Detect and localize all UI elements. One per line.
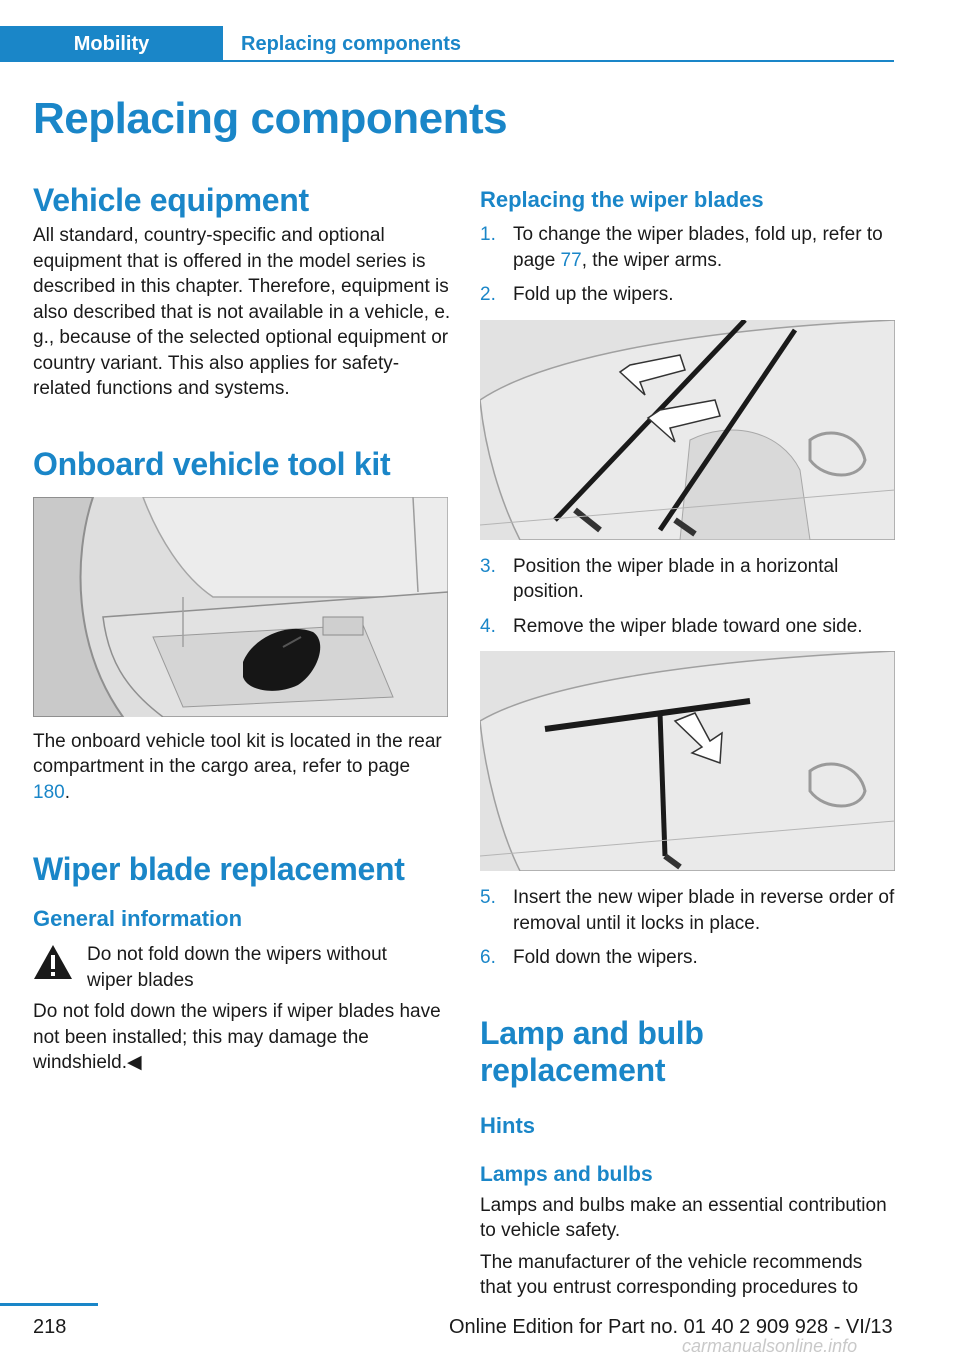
list-item bbox=[480, 885, 895, 936]
windshield-wipers-up-illustration bbox=[480, 320, 895, 540]
steps-list-a bbox=[480, 222, 895, 308]
watermark: carmanualsonline.info bbox=[682, 1336, 858, 1356]
heading-lamp-replacement: Lamp and bulb replacement bbox=[480, 1014, 704, 1088]
warning-block bbox=[33, 942, 448, 993]
warning-text: Do not fold down the wipers if wiper blades have not been installed; this may damage the windshield.◀ bbox=[33, 1001, 441, 1073]
page-link-77[interactable]: 77 bbox=[560, 249, 582, 271]
step-number: 2. bbox=[480, 284, 496, 305]
left-column bbox=[33, 182, 451, 1076]
chapter-tab[interactable]: Replacing components bbox=[241, 32, 462, 55]
list-item bbox=[480, 282, 895, 308]
step-number: 4. bbox=[480, 615, 496, 637]
heading-hints: Hints bbox=[480, 1112, 535, 1138]
header-divider bbox=[223, 60, 894, 62]
steps-list-c bbox=[480, 885, 895, 971]
right-column bbox=[480, 182, 895, 1301]
section-tab[interactable]: Mobility bbox=[0, 26, 223, 62]
lamps-text-1: Lamps and bulbs make an essential contribution to vehicle safety. bbox=[480, 1194, 887, 1241]
vehicle-equipment-text: All standard, country-specific and optional equipment that is offered in the model series is described in this chapter. Therefore, equipment is also described that is not available in a vehicle, e. g., because of the selected optional equipment or country variant. This also applies for safety-related functions and systems. bbox=[33, 225, 451, 399]
heading-lamps-and-bulbs: Lamps and bulbs bbox=[480, 1162, 653, 1186]
step-text: Remove the wiper blade toward one side. bbox=[513, 615, 863, 637]
warning-triangle-icon bbox=[33, 944, 73, 980]
heading-vehicle-equipment: Vehicle equipment bbox=[33, 182, 309, 218]
list-item bbox=[480, 222, 895, 273]
step-number: 1. bbox=[480, 224, 496, 245]
remove-blade-image bbox=[480, 651, 895, 871]
tool-kit-image bbox=[33, 497, 448, 717]
step-number: 3. bbox=[480, 555, 496, 577]
wiper-blade-removal-illustration bbox=[480, 651, 895, 871]
step-text: Fold up the wipers. bbox=[513, 284, 674, 305]
heading-replacing-wiper-blades: Replacing the wiper blades bbox=[480, 187, 764, 212]
warning-title: Do not fold down the wipers without wiper blades bbox=[87, 944, 387, 991]
step-text: Position the wiper blade in a horizontal position. bbox=[513, 555, 839, 602]
footer-divider bbox=[0, 1303, 98, 1306]
step-text: To change the wiper blades, fold up, refer to page 77, the wiper arms. bbox=[513, 224, 883, 271]
page-header bbox=[0, 0, 960, 64]
heading-tool-kit: Onboard vehicle tool kit bbox=[33, 445, 391, 482]
tool-kit-text: The onboard vehicle tool kit is located in the rear compartment in the cargo area, refer to page 180. bbox=[33, 730, 442, 803]
heading-general-information: General information bbox=[33, 906, 243, 931]
lamps-text-2: The manufacturer of the vehicle recommends that you entrust corresponding procedures to bbox=[480, 1251, 863, 1298]
list-item bbox=[480, 614, 895, 640]
list-item bbox=[480, 945, 895, 971]
cargo-area-illustration bbox=[33, 497, 448, 717]
list-item bbox=[480, 554, 895, 605]
step-number: 6. bbox=[480, 947, 496, 968]
step-text: Fold down the wipers. bbox=[513, 947, 698, 968]
steps-list-b bbox=[480, 554, 895, 640]
fold-up-wipers-image bbox=[480, 320, 895, 540]
heading-wiper-replacement: Wiper blade replacement bbox=[33, 851, 405, 887]
page-number: 218 bbox=[33, 1316, 67, 1338]
page-link-180[interactable]: 180 bbox=[33, 781, 65, 803]
step-number: 5. bbox=[480, 887, 496, 908]
page-title: Replacing components bbox=[33, 94, 508, 143]
step-text: Insert the new wiper blade in reverse order of removal until it locks in place. bbox=[513, 887, 895, 934]
edition-info: Online Edition for Part no. 01 40 2 909 928 - VI/13 bbox=[449, 1316, 893, 1338]
